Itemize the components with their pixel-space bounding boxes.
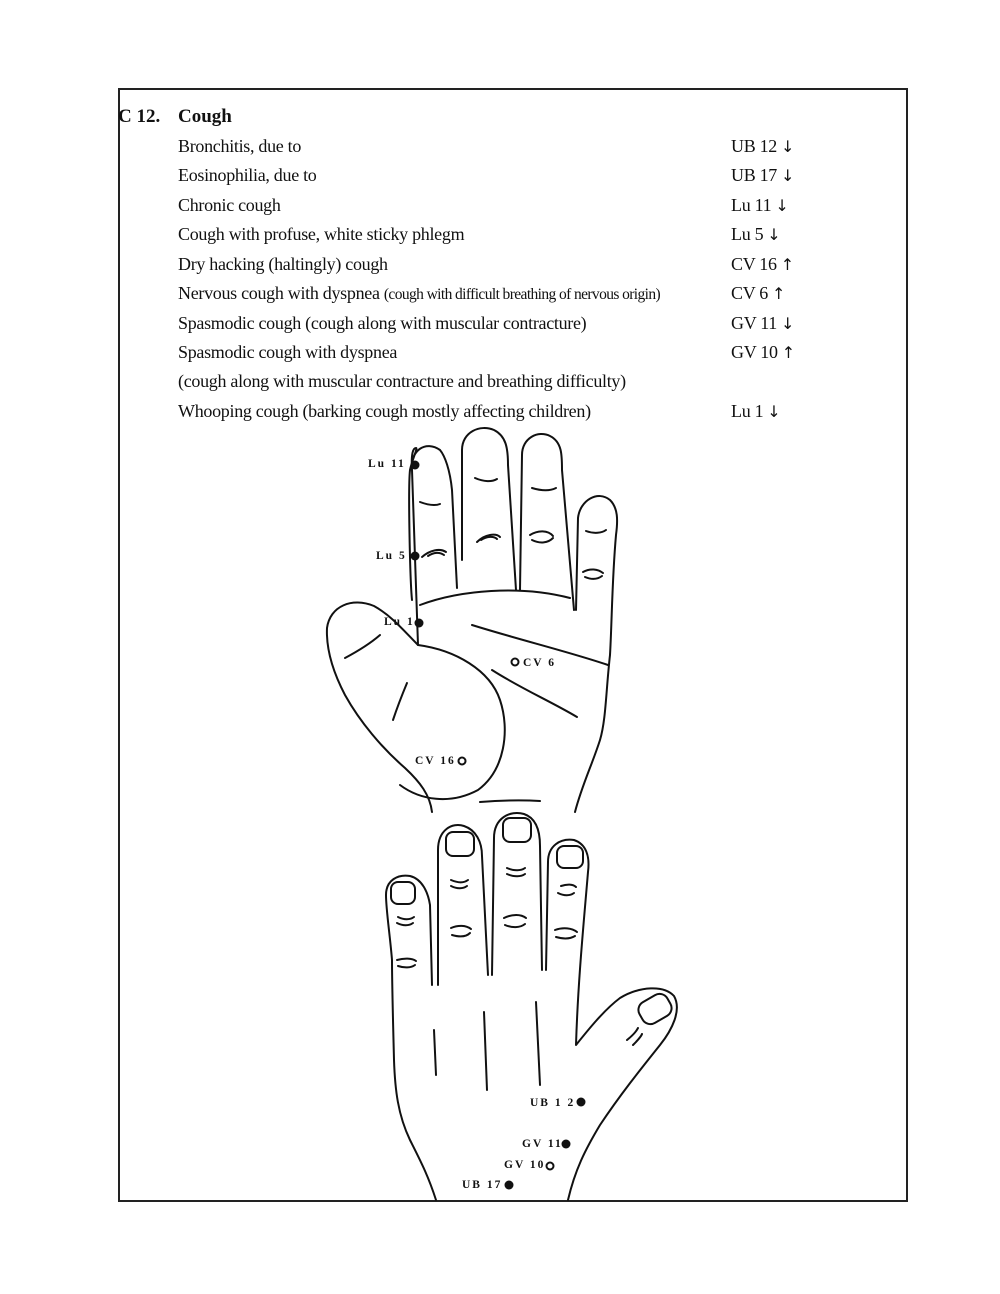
arrow-up-icon: ↑ [771,284,786,303]
point-label-gv10: GV 10 [504,1159,546,1171]
tendon-line [484,1012,487,1090]
knuckle-crease [451,886,467,888]
knuckle-crease [507,868,525,870]
point-marker-filled [562,1140,571,1149]
section-title: Cough [178,106,232,127]
knuckle-crease [397,923,413,925]
point-marker-filled [505,1181,514,1190]
point-code: GV 11 [731,313,778,333]
fingernail [503,818,531,842]
point-code: GV 10 [731,342,778,362]
knuckle-crease [627,1028,638,1040]
arrow-down-icon: ↓ [781,314,795,333]
knuckle-crease [555,928,577,932]
arrow-down-icon: ↓ [767,225,781,244]
knuckle-crease [561,885,576,887]
knuckle-crease [452,933,470,936]
palm-outline [327,428,617,812]
point-label-lu11: Lu 11 [368,458,406,470]
life-line [492,670,577,717]
point-marker-open [547,1163,554,1170]
condition-text: Chronic cough [178,195,281,215]
arrow-up-icon: ↑ [781,343,795,362]
condition-text: Whooping cough (barking cough mostly affecting children) [178,401,591,421]
point-label-cv16: CV 16 [415,755,456,767]
condition-text: Spasmodic cough (cough along with muscular contracture) [178,313,587,333]
point-marker-filled [415,619,424,628]
point-code: UB 12 [731,136,778,156]
condition-text: Cough with profuse, white sticky phlegm [178,224,465,244]
finger-crease [532,488,556,490]
point-label-cv6: CV 6 [523,657,557,669]
knuckle-crease [505,924,525,927]
condition-note: (cough with difficult breathing of nervous origin) [383,286,661,303]
point-label-lu5: Lu 5 [376,550,407,562]
arrow-up-icon: ↑ [780,255,794,274]
tendon-line [434,1030,436,1075]
finger-crease [585,576,602,579]
point-marker-filled [577,1098,586,1107]
point-label-ub17: UB 17 [462,1179,503,1191]
knuckle-crease [451,926,471,929]
point-marker-open [512,659,519,666]
point-code: UB 17 [731,165,778,185]
section-number: C 12. [118,106,161,127]
wrist-crease [480,800,540,802]
fingernail [391,882,415,904]
thumb-palm-line [400,645,505,799]
finger-crease [428,553,444,556]
point-code: Lu 1 [731,401,764,421]
knuckle-crease [507,874,525,876]
knuckle-crease [556,936,575,938]
point-marker-filled [411,461,420,470]
fingernail [557,846,583,868]
point-marker-open [459,758,466,765]
knuckle-crease [398,917,414,919]
finger-crease [530,531,553,536]
arrow-down-icon: ↓ [781,166,795,185]
point-label-ub12: UB 1 2 [530,1097,576,1109]
back-acupoints [462,1097,586,1191]
knuckle-crease [397,959,416,961]
finger-crease [475,478,497,481]
tendon-line [536,1002,540,1085]
point-code: CV 6 [731,283,768,303]
arrow-down-icon: ↓ [781,137,795,156]
fingernail [635,991,675,1028]
knuckle-crease [451,880,468,882]
condition-text: Dry hacking (haltingly) cough [178,254,388,274]
condition-main: Nervous cough with dyspnea [178,283,380,303]
condition-text: Bronchitis, due to [178,136,302,156]
point-code: Lu 11 [731,195,772,215]
knuckle-crease [504,915,526,918]
finger-crease [583,569,603,573]
heart-line [420,591,570,605]
finger-crease [420,502,440,505]
finger-crease [586,530,606,533]
point-label-lu1: Lu 1 [384,616,415,628]
arrow-down-icon: ↓ [775,196,789,215]
knuckle-crease [633,1034,642,1045]
arrow-down-icon: ↓ [767,402,781,421]
point-label-gv11: GV 11 [522,1138,563,1150]
thumb-crease [345,635,380,658]
fingernail [446,832,474,856]
thumb-mark [393,683,407,720]
point-code: Lu 5 [731,224,764,244]
condition-text: (cough along with muscular contracture and breathing difficulty) [178,371,626,391]
condition-text: Eosinophilia, due to [178,165,317,185]
palm-hand-drawing [327,428,617,812]
finger-crease [532,538,553,542]
condition-text: Spasmodic cough with dyspnea [178,342,398,362]
point-code: CV 16 [731,254,777,274]
knuckle-crease [558,893,574,895]
knuckle-crease [398,965,415,967]
point-marker-filled [411,552,420,561]
